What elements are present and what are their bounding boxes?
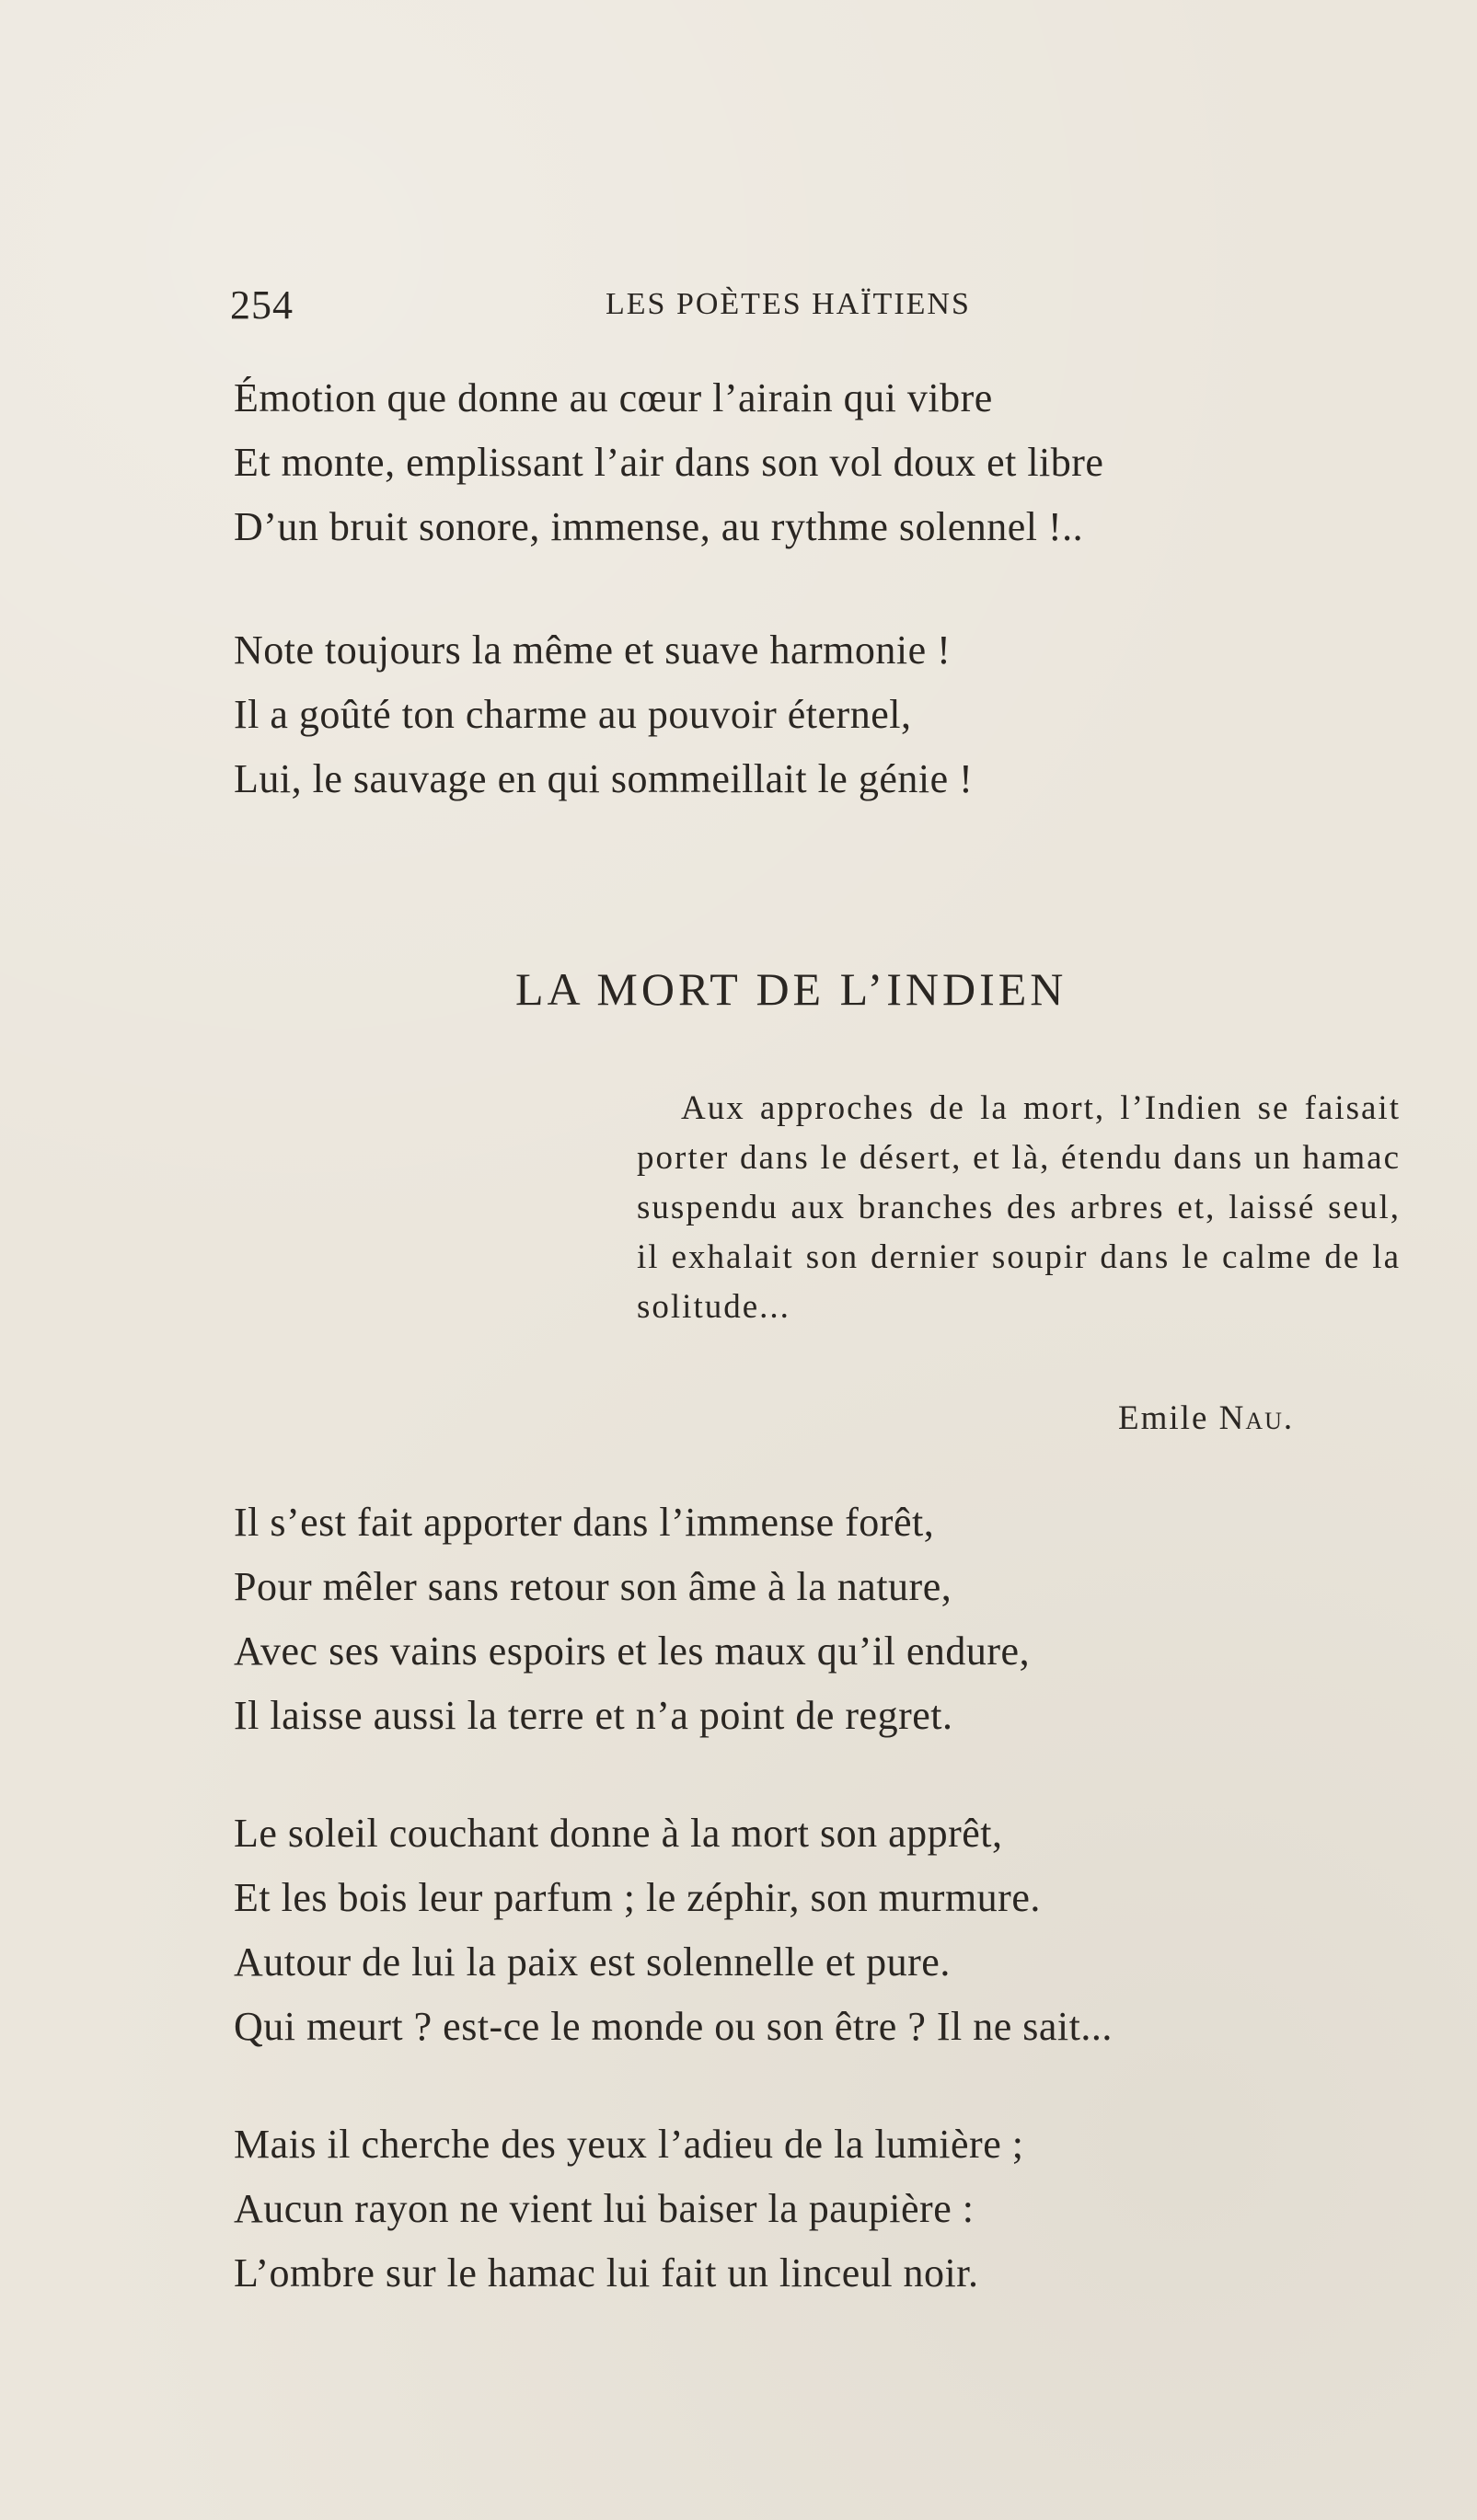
verse-line: Il s’est fait apporter dans l’immense forêt, bbox=[234, 1500, 935, 1545]
verse-line: Lui, le sauvage en qui sommeillait le génie ! bbox=[234, 756, 974, 801]
verse-line: Et les bois leur parfum ; le zéphir, son murmure. bbox=[234, 1875, 1041, 1920]
stanza-1 bbox=[234, 366, 1412, 559]
verse-line: Qui meurt ? est-ce le monde ou son être ? Il ne sait... bbox=[234, 2004, 1113, 2049]
attribution-first-name: Emile bbox=[1118, 1399, 1219, 1437]
running-head bbox=[230, 282, 1307, 337]
verse-line: Autour de lui la paix est solennelle et pure. bbox=[234, 1939, 951, 1985]
verse-line: L’ombre sur le hamac lui fait un linceul noir. bbox=[234, 2250, 979, 2296]
page-number: 254 bbox=[230, 282, 294, 328]
verse-line: Le soleil couchant donne à la mort son apprêt, bbox=[234, 1811, 1003, 1856]
verse-line: Émotion que donne au cœur l’airain qui vibre bbox=[234, 375, 993, 420]
attribution-last-name: Nau. bbox=[1218, 1399, 1295, 1437]
verse-line: Pour mêler sans retour son âme à la nature, bbox=[234, 1564, 952, 1609]
verse-line: Mais il cherche des yeux l’adieu de la lumière ; bbox=[234, 2122, 1024, 2167]
poem-stanza-2 bbox=[234, 1801, 1412, 2059]
verse-line: D’un bruit sonore, immense, au rythme solennel !.. bbox=[234, 504, 1084, 549]
verse-line: Note toujours la même et suave harmonie ! bbox=[234, 627, 952, 673]
running-title: LES POÈTES HAÏTIENS bbox=[606, 287, 971, 321]
poem-stanza-3 bbox=[234, 2112, 1412, 2306]
verse-line: Il a goûté ton charme au pouvoir éternel, bbox=[234, 692, 912, 737]
poem-stanza-1 bbox=[234, 1490, 1412, 1748]
epigraph: Aux approches de la mort, l’Indien se faisait porter dans le désert, et là, étendu dans un hamac suspendu aux branches des arbres et, laissé seul, il exhalait son dernier soupir dans le calme de la solitude... bbox=[637, 1089, 1401, 1326]
verse-line: Il laisse aussi la terre et n’a point de regret. bbox=[234, 1693, 953, 1738]
stanza-2 bbox=[234, 618, 1412, 811]
verse-line: Et monte, emplissant l’air dans son vol doux et libre bbox=[234, 440, 1104, 485]
poem-title: LA MORT DE L’INDIEN bbox=[515, 963, 1067, 1015]
verse-line: Avec ses vains espoirs et les maux qu’il endure, bbox=[234, 1628, 1031, 1674]
verse-line: Aucun rayon ne vient lui baiser la paupière : bbox=[234, 2186, 975, 2231]
epigraph-attribution bbox=[1118, 1398, 1294, 1438]
